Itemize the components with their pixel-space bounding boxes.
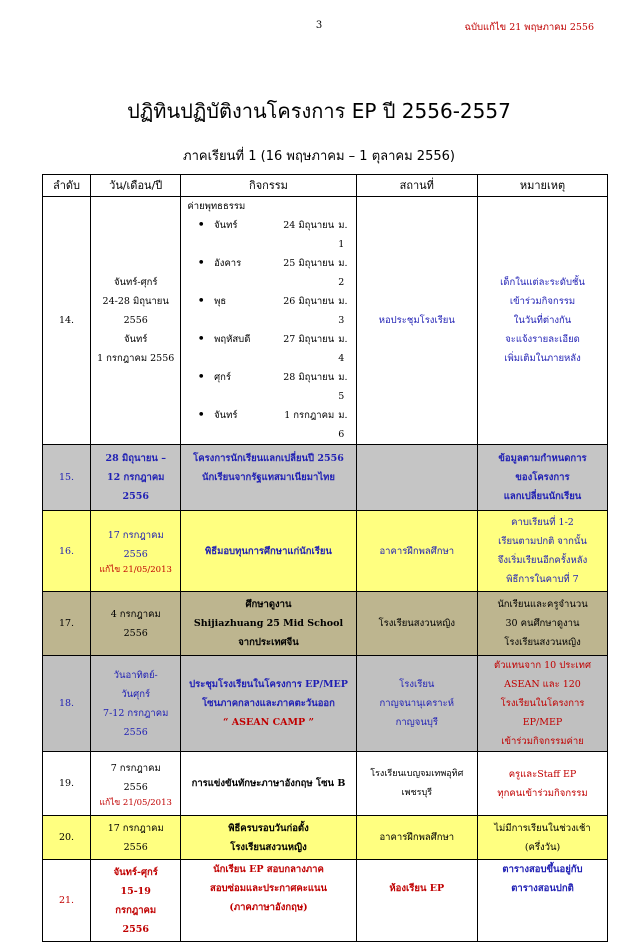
activity-line: พิธีครบรอบวันก่อตั้ง — [228, 822, 309, 834]
table-row — [43, 511, 608, 592]
header-activity: กิจกรรม — [181, 175, 356, 197]
date-line: 2556 — [123, 841, 148, 853]
table-row — [43, 656, 608, 752]
activity-line: นักเรียนจากรัฐแทสมาเนียมาไทย — [202, 472, 335, 483]
cell-no: 20. — [43, 816, 91, 860]
note-line: นักเรียนและครูจำนวน — [497, 599, 588, 610]
item-day: พฤหัสบดี — [214, 334, 251, 345]
place-line: โรงเรียน — [399, 679, 435, 690]
item-grade: ม. 5 — [338, 372, 348, 402]
header-note: หมายเหตุ — [478, 175, 608, 197]
cell-no: 16. — [43, 511, 91, 592]
note-line: โรงเรียนในโครงการ — [500, 698, 585, 709]
note-line: พิธีการในคาบที่ 7 — [506, 574, 579, 585]
cell-place — [356, 656, 477, 752]
note-line: โรงเรียนสงวนหญิง — [504, 637, 581, 648]
date-line: 28 มิถุนายน – — [105, 453, 166, 464]
date-line: 7 กรกฎาคม — [110, 762, 161, 774]
note-line: เพิ่มเติมในภายหลัง — [504, 353, 581, 364]
table-row — [43, 197, 608, 445]
note-line: จึงเริ่มเรียนอีกครั้งหลัง — [497, 555, 588, 566]
place-line: โรงเรียนเบญจมเทพอุทิศ — [370, 768, 464, 779]
cell-date — [91, 197, 181, 445]
cell-date — [91, 656, 181, 752]
cell-note — [478, 511, 608, 592]
cell-date — [91, 511, 181, 592]
place-line: กาญจนานุเคราะห์ — [379, 698, 455, 709]
table-row — [43, 592, 608, 656]
item-day: พุธ — [214, 296, 227, 307]
note-line: ในวันที่ต่างกัน — [513, 315, 572, 326]
date-line: 7-12 กรกฎาคม — [103, 707, 169, 719]
date-line: 2556 — [122, 923, 149, 935]
note-line: ตารางสอบขึ้นอยู่กับ — [502, 864, 583, 875]
activity-line: โซนภาคกลางและภาคตะวันออก — [202, 698, 335, 709]
cell-note — [478, 816, 608, 860]
date-line: 12 กรกฎาคม — [106, 472, 165, 483]
table-row — [43, 445, 608, 511]
date-revision: แก้ไข 21/05/2013 — [99, 797, 172, 808]
bullet-icon: • — [197, 370, 206, 385]
cell-no: 14. — [43, 197, 91, 445]
activity-line: นักเรียน EP สอบกลางภาค — [213, 864, 324, 875]
note-line: เรียนตามปกติ จากนั้น — [498, 536, 587, 547]
note-line: เด็กในแต่ละระดับชั้น — [500, 277, 585, 288]
item-grade: ม. 3 — [338, 296, 348, 326]
list-item — [197, 330, 353, 368]
header-no: ลำดับ — [43, 175, 91, 197]
item-date: 26 มิถุนายน — [283, 296, 335, 307]
note-line: ตัวแทนจาก 10 ประเทศ — [494, 660, 591, 671]
calendar-table — [42, 174, 608, 942]
bullet-icon: • — [197, 256, 206, 271]
date-line: 2556 — [123, 549, 148, 560]
date-line: จันทร์-ศุกร์ — [113, 866, 158, 878]
activity-line: Shijiazhuang 25 Mid School — [193, 618, 344, 629]
note-line: ตารางสอนปกติ — [511, 883, 574, 894]
table-row — [43, 860, 608, 942]
header-place: สถานที่ — [356, 175, 477, 197]
cell-place: อาคารฝึกพลศึกษา — [356, 816, 477, 860]
cell-no: 19. — [43, 752, 91, 816]
cell-no: 18. — [43, 656, 91, 752]
place-line: เพชรบุรี — [401, 787, 433, 798]
date-line: 2556 — [123, 315, 148, 326]
cell-place: อาคารฝึกพลศึกษา — [356, 511, 477, 592]
activity-line: โครงการนักเรียนแลกเปลี่ยนปี 2556 — [193, 453, 344, 464]
date-line: 17 กรกฎาคม — [107, 530, 164, 541]
date-line: วันศุกร์ — [121, 688, 151, 700]
date-line: กรกฎาคม — [115, 904, 157, 916]
item-date: 24 มิถุนายน — [283, 220, 335, 231]
cell-place: โรงเรียนสงวนหญิง — [356, 592, 477, 656]
cell-activity: การแข่งขันทักษะภาษาอังกฤษ โซน B — [181, 752, 356, 816]
date-line: 24-28 มิถุนายน — [102, 296, 169, 307]
cell-date — [91, 752, 181, 816]
activity-line: สอบซ่อมและประกาศคะแนน — [210, 883, 327, 894]
activity-line: ประชุมโรงเรียนในโครงการ EP/MEP — [189, 679, 348, 690]
page-title: ปฏิทินปฏิบัติงานโครงการ EP ปี 2556-2557 — [127, 99, 511, 123]
item-day: จันทร์ — [214, 220, 238, 231]
list-item — [197, 368, 353, 406]
note-line: 30 คนศึกษาดูงาน — [505, 618, 580, 629]
activity-line: “ ASEAN CAMP ” — [222, 717, 314, 728]
cell-activity — [181, 816, 356, 860]
note-line: ข้อมูลตามกำหนดการ — [498, 453, 587, 464]
date-line: 17 กรกฎาคม — [107, 822, 164, 834]
cell-place: หอประชุมโรงเรียน — [356, 197, 477, 445]
activity-line: ศึกษาดูงาน — [245, 599, 292, 610]
cell-place: ห้องเรียน EP — [356, 860, 477, 942]
cell-note — [478, 592, 608, 656]
header-date: วัน/เดือน/ปี — [91, 175, 181, 197]
item-day: ศุกร์ — [214, 372, 231, 383]
date-line: 1 กรกฎาคม 2556 — [97, 353, 175, 364]
note-line: จะแจ้งรายละเอียด — [505, 334, 580, 345]
item-day: อังคาร — [214, 258, 242, 269]
note-line: ASEAN และ 120 — [504, 679, 581, 690]
cell-note — [478, 752, 608, 816]
date-line: 2556 — [123, 726, 148, 738]
cell-place — [356, 752, 477, 816]
item-day: จันทร์ — [214, 410, 238, 421]
list-item — [197, 406, 353, 444]
date-line: จันทร์-ศุกร์ — [113, 277, 158, 288]
cell-no: 21. — [43, 860, 91, 942]
note-line: ครูและStaff EP — [508, 768, 577, 780]
item-grade: ม. 6 — [338, 410, 348, 440]
bullet-icon: • — [197, 294, 206, 309]
cell-activity — [181, 445, 356, 511]
date-revision: แก้ไข 21/05/2013 — [99, 565, 172, 575]
cell-activity — [181, 592, 356, 656]
table-row — [43, 816, 608, 860]
note-line: ไม่มีการเรียนในช่วงเช้า — [494, 822, 591, 834]
cell-no: 15. — [43, 445, 91, 511]
item-grade: ม. 2 — [338, 258, 348, 288]
activity-line: (ภาคภาษาอังกฤษ) — [229, 902, 308, 913]
date-line: 2556 — [122, 491, 149, 502]
cell-activity — [181, 656, 356, 752]
item-grade: ม. 4 — [338, 334, 348, 364]
note-line: ของโครงการ — [515, 472, 570, 483]
page-number: 3 — [315, 20, 323, 31]
place-line: กาญจนบุรี — [395, 717, 438, 728]
note-line: แลกเปลี่ยนนักเรียน — [503, 491, 582, 502]
table-header-row — [43, 175, 608, 197]
item-date: 27 มิถุนายน — [283, 334, 335, 345]
bullet-icon: • — [197, 408, 206, 423]
activity-list — [187, 216, 353, 444]
note-line: คาบเรียนที่ 1-2 — [511, 517, 574, 528]
cell-no: 17. — [43, 592, 91, 656]
item-date: 1 กรกฎาคม — [284, 410, 335, 421]
note-line: (ครึ่งวัน) — [524, 841, 561, 853]
note-line: ทุกคนเข้าร่วมกิจกรรม — [497, 787, 588, 799]
cell-activity: พิธีมอบทุนการศึกษาแก่นักเรียน — [181, 511, 356, 592]
cell-date — [91, 816, 181, 860]
bullet-icon: • — [197, 332, 206, 347]
cell-note — [478, 445, 608, 511]
activity-head: ค่ายพุทธธรรม — [187, 201, 246, 212]
cell-note — [478, 860, 608, 942]
cell-activity — [181, 860, 356, 942]
cell-date — [91, 445, 181, 511]
cell-place — [356, 445, 477, 511]
item-date: 28 มิถุนายน — [283, 372, 335, 383]
bullet-icon: • — [197, 218, 206, 233]
page-subtitle: ภาคเรียนที่ 1 (16 พฤษภาคม – 1 ตุลาคม 2556) — [183, 149, 455, 164]
date-line: วันอาทิตย์- — [113, 669, 158, 681]
cell-date — [91, 592, 181, 656]
cell-note — [478, 656, 608, 752]
list-item — [197, 254, 353, 292]
cell-note — [478, 197, 608, 445]
table-row — [43, 752, 608, 816]
date-line: 2556 — [123, 627, 148, 639]
revision-note: ฉบับแก้ไข 21 พฤษภาคม 2556 — [464, 22, 594, 33]
item-grade: ม. 1 — [338, 220, 348, 250]
activity-line: จากประเทศจีน — [238, 637, 299, 648]
cell-activity — [181, 197, 356, 445]
date-line: 15-19 — [120, 885, 151, 897]
note-line: เข้าร่วมกิจกรรมค่าย — [501, 736, 584, 747]
note-line: เข้าร่วมกิจกรรม — [509, 296, 576, 307]
date-line: จันทร์ — [123, 334, 148, 345]
date-line: 2556 — [123, 781, 148, 793]
cell-date — [91, 860, 181, 942]
date-line: 4 กรกฎาคม — [110, 608, 161, 620]
list-item — [197, 216, 353, 254]
activity-line: โรงเรียนสงวนหญิง — [230, 841, 307, 853]
item-date: 25 มิถุนายน — [283, 258, 335, 269]
list-item — [197, 292, 353, 330]
note-line: EP/MEP — [522, 717, 563, 728]
